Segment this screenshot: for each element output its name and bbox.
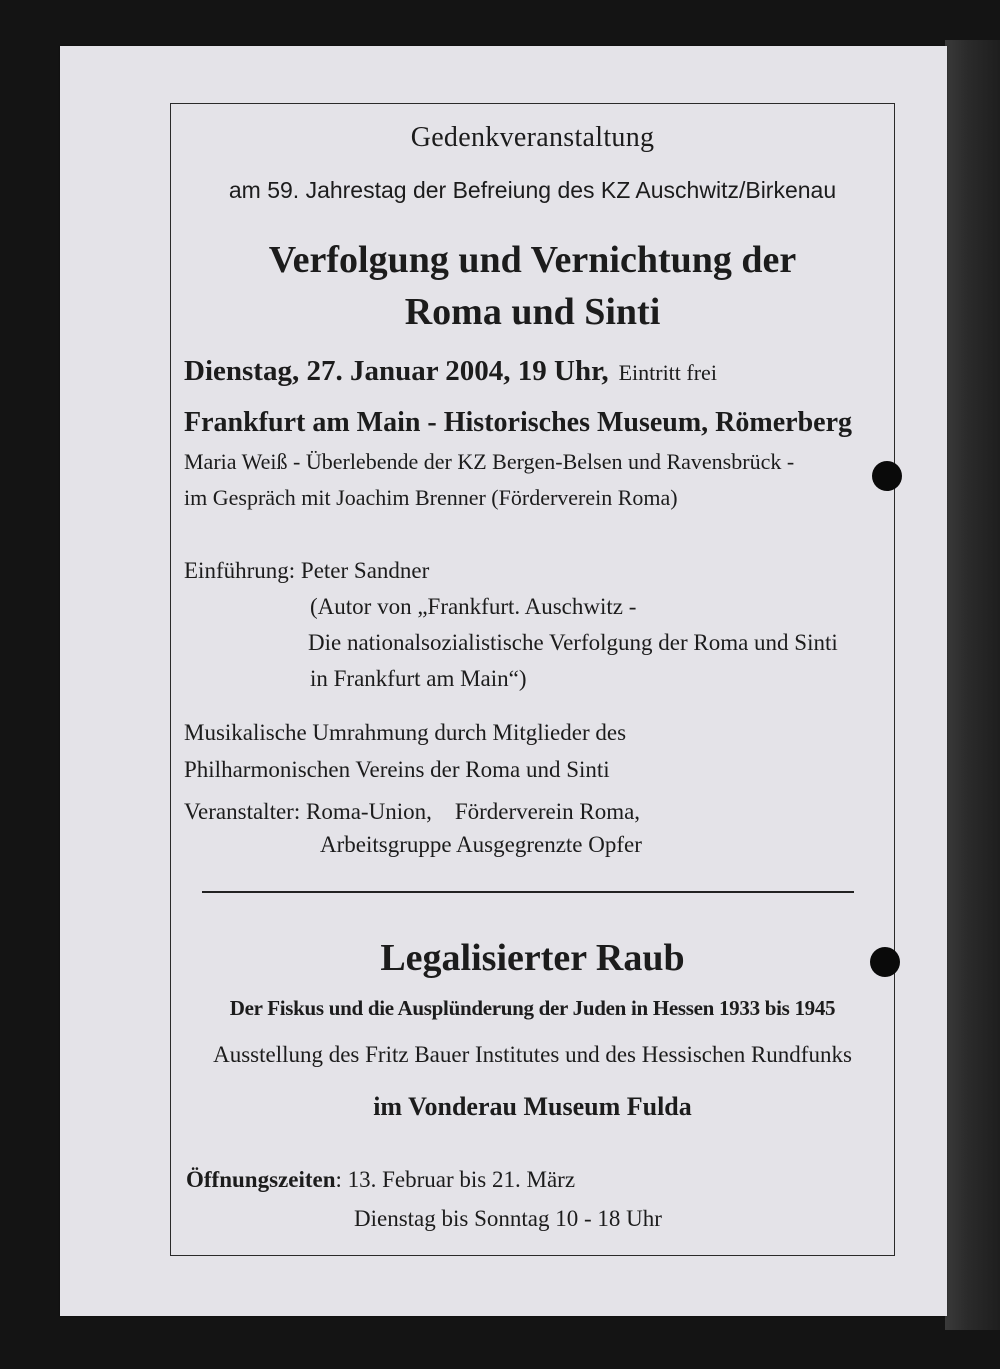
event-date-time: Dienstag, 27. Januar 2004, 19 Uhr,	[184, 355, 609, 387]
event-date-line	[184, 355, 717, 388]
event-music-line1: Musikalische Umrahmung durch Mitglieder des	[184, 720, 627, 745]
event-title-line2: Roma und Sinti	[404, 291, 661, 333]
event-intro-name: Peter Sandner	[300, 558, 430, 583]
event-venue: Frankfurt am Main - Historisches Museum, Römerberg	[184, 407, 853, 438]
exhibition-hours-label: Öffnungszeiten	[186, 1167, 336, 1192]
event-admission: Eintritt frei	[618, 360, 717, 385]
event-subtitle: am 59. Jahrestag der Befreiung des KZ Auschwitz/Birkenau	[228, 177, 837, 203]
backing-board	[945, 40, 1000, 1330]
event-kicker: Gedenkveranstaltung	[410, 122, 655, 153]
event-organizers	[184, 799, 640, 825]
exhibition-subtitle: Der Fiskus und die Ausplünderung der Juden in Hessen 1933 bis 1945	[229, 996, 836, 1020]
event-intro-note-line2: Die nationalsozialistische Verfolgung der Roma und Sinti	[308, 630, 838, 655]
event-intro	[184, 558, 429, 584]
exhibition-description: Ausstellung des Fritz Bauer Institutes und des Hessischen Rundfunks	[213, 1042, 852, 1067]
event-organizers-line1: Roma-Union, Förderverein Roma,	[305, 799, 641, 824]
section-divider	[202, 891, 854, 893]
event-intro-note-line3: in Frankfurt am Main“)	[310, 666, 527, 691]
event-talk-line2: im Gespräch mit Joachim Brenner (Förderverein Roma)	[184, 485, 678, 510]
event-organizers-line2: Arbeitsgruppe Ausgegrenzte Opfer	[320, 832, 642, 857]
exhibition-location: im Vonderau Museum Fulda	[373, 1092, 692, 1121]
exhibition-hours-days: Dienstag bis Sonntag 10 - 18 Uhr	[354, 1206, 662, 1231]
event-music-line2: Philharmonischen Vereins der Roma und Sinti	[184, 757, 610, 782]
event-organizers-label: Veranstalter:	[184, 799, 301, 824]
exhibition-hours	[186, 1167, 575, 1193]
event-talk-line1: Maria Weiß - Überlebende der KZ Bergen-Belsen und Ravensbrück -	[184, 449, 795, 474]
event-intro-note-line1: (Autor von „Frankfurt. Auschwitz -	[310, 594, 637, 619]
event-title-line1: Verfolgung und Vernichtung der	[268, 239, 797, 281]
punch-hole-top	[872, 461, 902, 491]
exhibition-hours-dates: : 13. Februar bis 21. März	[335, 1167, 576, 1192]
event-intro-label: Einführung:	[184, 558, 296, 583]
exhibition-title: Legalisierter Raub	[380, 937, 685, 979]
